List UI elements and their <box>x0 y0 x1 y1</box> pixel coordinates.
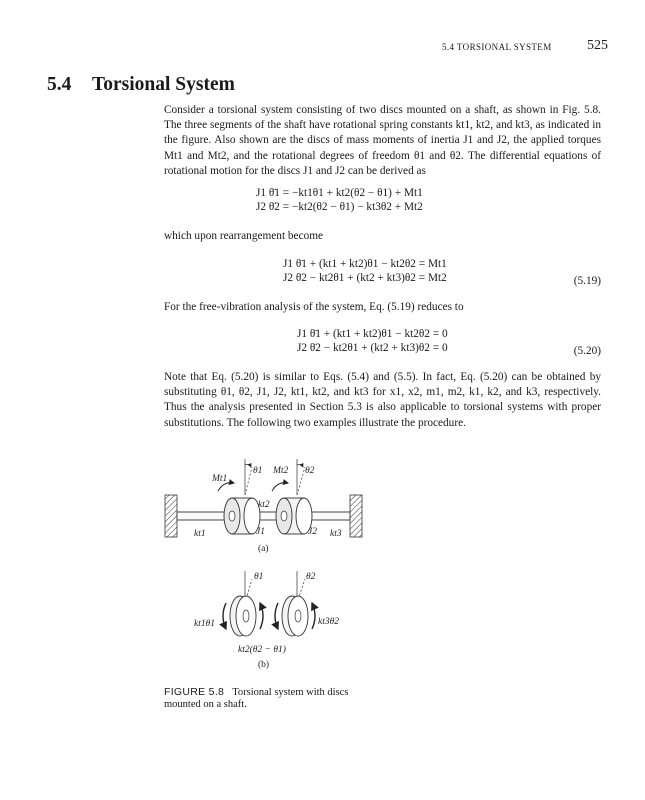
label-theta1: θ1 <box>254 572 264 582</box>
equation-line: J2 θ̈2 − kt2θ1 + (kt2 + kt3)θ2 = Mt2 <box>283 272 447 284</box>
running-head-section: 5.4 TORSIONAL SYSTEM <box>442 42 552 52</box>
torque-coupling-arrow-2 <box>275 603 278 629</box>
right-wall <box>350 495 362 537</box>
shaft <box>177 512 350 520</box>
label-mt2: Mt2 <box>273 466 289 476</box>
figure-part-a <box>165 459 362 554</box>
label-theta1: θ1 <box>253 466 263 476</box>
figure-5-8-drawing <box>160 453 370 678</box>
intro-paragraph: Consider a torsional system consisting of two discs mounted on a shaft, as shown in Fig. 5.8. The three segments of the shaft have rotational spring constants kt1, kt2, and kt3, as indicated in the figure. Also shown are the discs of mass moments of inertia J1 and J2, the applied torques Mt1 and Mt2, and the rotational degrees of freedom θ1 and θ2. The differential equations of rotational motion for the discs J1 and J2 can be derived as <box>164 104 601 177</box>
free-body-disc-1 <box>230 596 256 636</box>
free-body-disc-2 <box>282 596 308 636</box>
equation-number: (5.19) <box>573 275 601 287</box>
disc-j2 <box>276 498 312 534</box>
figure-caption-text: Torsional system with discs mounted on a shaft. <box>164 687 349 710</box>
theta1-rotated-line <box>245 467 252 495</box>
equation-line: J1 θ̈1 + (kt1 + kt2)θ1 − kt2θ2 = Mt1 <box>283 258 447 270</box>
equations-of-motion <box>256 186 423 214</box>
torque-coupling-arrow-1 <box>260 603 263 629</box>
equation-number: (5.20) <box>573 345 601 357</box>
theta1-arrow <box>245 464 251 467</box>
label-right-torque: kt3θ2 <box>318 617 340 627</box>
equation-line: J1 θ̈1 + (kt1 + kt2)θ1 − kt2θ2 = 0 <box>297 328 448 340</box>
sublabel-b: (b) <box>258 660 270 670</box>
figure-part-b <box>194 571 339 670</box>
theta2-arrow <box>297 464 303 467</box>
note-paragraph: Note that Eq. (5.20) is similar to Eqs. (5.4) and (5.5). In fact, Eq. (5.20) can be obtained by substituting θ1, θ2, J1, J2, kt1, kt2, and kt3 for x1, x2, m1, m2, k1, k2, and k3, respectively. Thus the analysis presented in Section 5.3 is also applicable to torsional systems with proper substitutions. The following two examples illustrate the procedure. <box>164 371 601 429</box>
disc-j1 <box>224 498 260 534</box>
rearrange-paragraph: which upon rearrangement become <box>164 230 324 242</box>
label-j1: J1 <box>256 527 265 537</box>
section-title: Torsional System <box>92 74 235 95</box>
figure-label: FIGURE 5.8 <box>164 686 225 698</box>
label-kt1: kt1 <box>194 529 206 539</box>
sublabel-a: (a) <box>258 544 269 554</box>
section-heading <box>47 74 235 96</box>
label-theta2: θ2 <box>306 572 316 582</box>
label-kt2: kt2 <box>258 500 270 510</box>
label-coupling-torque: kt2(θ2 − θ1) <box>238 645 286 655</box>
section-number: 5.4 <box>47 74 72 95</box>
label-theta2: θ2 <box>305 466 315 476</box>
torque-right-arrow <box>312 603 315 629</box>
label-kt3: kt3 <box>330 529 342 539</box>
equation-line: J1 θ̈1 = −kt1θ1 + kt2(θ2 − θ1) + Mt1 <box>256 187 423 199</box>
equation-line: J2 θ̈2 = −kt2(θ2 − θ1) − kt3θ2 + Mt2 <box>256 201 423 213</box>
equations-rearranged <box>283 257 447 285</box>
figure-caption <box>164 686 384 711</box>
theta2-rotated-line <box>297 467 305 495</box>
page-number: 525 <box>587 38 608 53</box>
torque-mt2-arrow <box>272 483 288 491</box>
left-wall <box>165 495 177 537</box>
label-mt1: Mt1 <box>212 474 228 484</box>
label-left-torque: kt1θ1 <box>194 619 216 629</box>
torque-left-arrow <box>223 603 226 629</box>
free-vibration-paragraph: For the free-vibration analysis of the system, Eq. (5.19) reduces to <box>164 301 464 313</box>
equation-line: J2 θ̈2 − kt2θ1 + (kt2 + kt3)θ2 = 0 <box>297 342 448 354</box>
equations-free <box>297 327 448 355</box>
running-head <box>380 38 608 58</box>
label-j2: J2 <box>308 527 317 537</box>
